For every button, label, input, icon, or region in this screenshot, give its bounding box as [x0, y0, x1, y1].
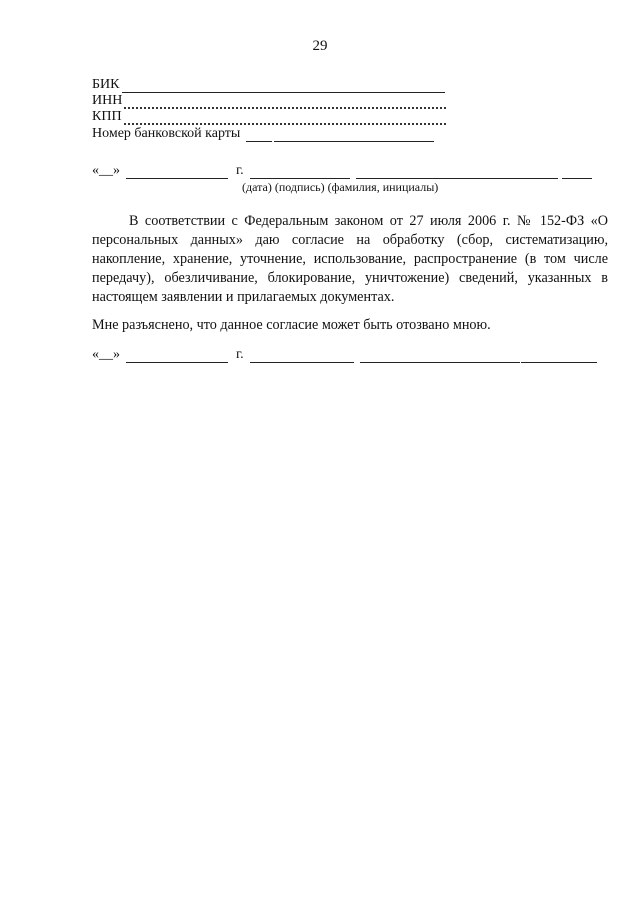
month-line: [126, 165, 228, 179]
revocation-paragraph: Мне разъяснено, что данное согласие может быть отозвано мною.: [92, 317, 491, 333]
card-field-row: [92, 126, 434, 143]
bik-fill-line: [122, 79, 445, 93]
name-line: [356, 165, 558, 179]
month-line-2: [126, 349, 228, 363]
signature-line: [250, 165, 350, 179]
signature-row-1: [92, 163, 592, 180]
inn-fill-line: [124, 94, 446, 109]
day-quote-2: «__»: [92, 347, 120, 362]
inn-field-row: [92, 93, 446, 110]
year-suffix-2: г.: [236, 347, 244, 362]
extra-line-2: [521, 349, 597, 363]
kpp-fill-line: [124, 110, 446, 125]
kpp-field-row: [92, 109, 446, 126]
card-fill-line-short: [246, 128, 272, 142]
bik-label: БИК: [92, 77, 120, 92]
signature-line-2: [250, 349, 354, 363]
signature-caption: (дата) (подпись) (фамилия, инициалы): [242, 180, 439, 194]
card-label: Номер банковской карты: [92, 126, 241, 141]
name-line-2: [360, 349, 520, 363]
extra-line: [562, 165, 592, 179]
page-number: 29: [312, 38, 328, 54]
consent-paragraph: В соответствии с Федеральным законом от 27 июля 2006 г. № 152-ФЗ «О персональных данных» даю согласие на обработку (сбор, систематизацию, накопление, хранение, уточнение, использование, распространение (в том числе передачу), обезличивание, блокирование, уничтожение) сведений, указанных в настоящем заявлении и прилагаемых документах.: [92, 213, 608, 305]
bik-field-row: [92, 77, 445, 94]
signature-row-2: [92, 347, 597, 364]
year-suffix: г.: [236, 163, 244, 178]
inn-label: ИНН: [92, 93, 123, 108]
day-quote: «__»: [92, 163, 120, 178]
kpp-label: КПП: [92, 109, 122, 124]
card-fill-line: [274, 128, 434, 142]
